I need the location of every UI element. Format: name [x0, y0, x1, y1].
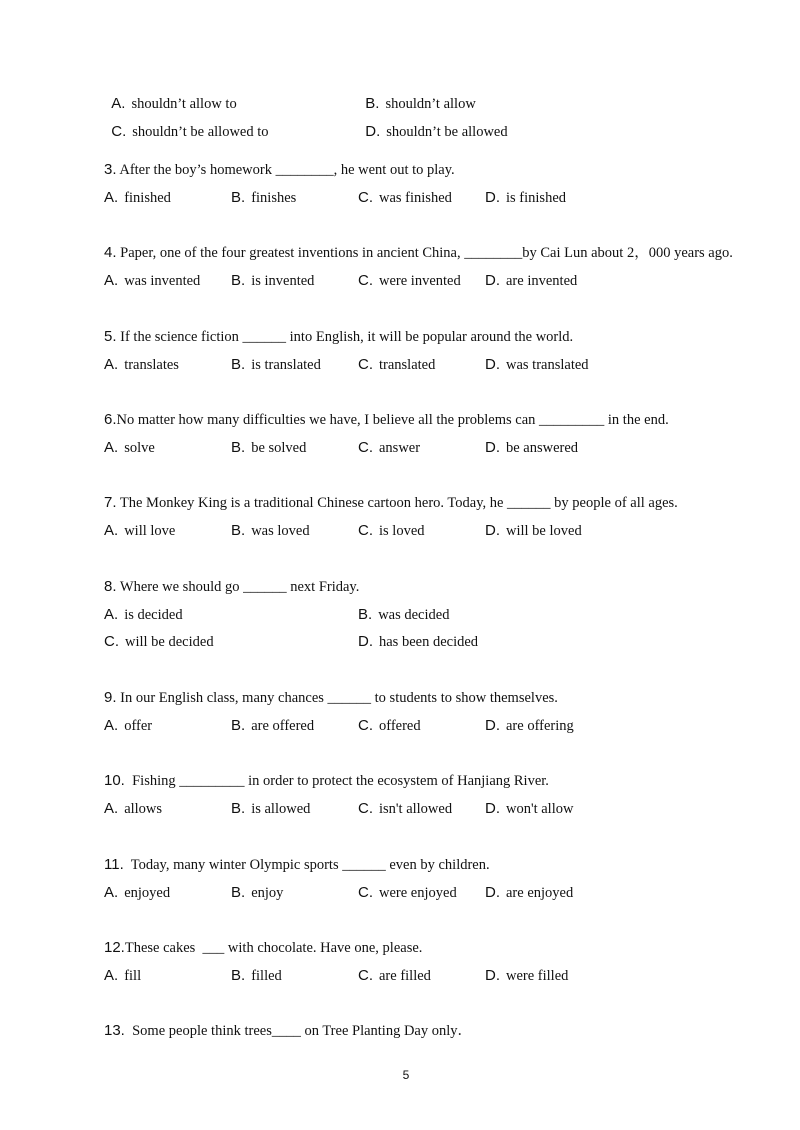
page-number: 5 — [402, 1068, 410, 1082]
question-11-option-c: C. were enjoyed — [358, 884, 457, 901]
question-7-option-d: D. will be loved — [485, 522, 582, 539]
question-4-option-d: D. are invented — [485, 272, 578, 289]
question-11-stem: 11. Today, many winter Olympic sports ______ even by children. — [104, 856, 490, 873]
question-3-option-b: B. finishes — [231, 189, 297, 206]
q2-option-a: A. shouldn’t allow to — [111, 95, 237, 112]
question-12-option-b: B. filled — [231, 967, 282, 984]
question-3-option-c: C. was finished — [358, 189, 452, 206]
question-12-option-d: D. were filled — [485, 967, 569, 984]
question-6-option-c: C. answer — [358, 439, 421, 456]
question-12-stem: 12.These cakes ___ with chocolate. Have one, please. — [104, 939, 423, 956]
question-8-option-d: D. has been decided — [358, 633, 479, 650]
question-5-option-a: A. translates — [104, 356, 179, 373]
question-6-option-a: A. solve — [104, 439, 155, 456]
question-10-option-c: C. isn't allowed — [358, 800, 453, 817]
question-10-option-b: B. is allowed — [231, 800, 311, 817]
question-9-stem: 9. In our English class, many chances ______ to students to show themselves. — [104, 689, 558, 706]
question-4-option-a: A. was invented — [104, 272, 201, 289]
q2-option-d: D. shouldn’t be allowed — [365, 123, 508, 140]
question-9-option-a: A. offer — [104, 717, 153, 734]
question-7-stem: 7. The Monkey King is a traditional Chinese cartoon hero. Today, he ______ by people of all ages. — [104, 494, 678, 511]
question-8-option-b: B. was decided — [358, 606, 450, 623]
question-5-option-b: B. is translated — [231, 356, 321, 373]
question-3-stem: 3. After the boy’s homework ________, he went out to play. — [104, 161, 455, 178]
question-12-option-a: A. fill — [104, 967, 142, 984]
question-4-option-b: B. is invented — [231, 272, 315, 289]
question-10-option-a: A. allows — [104, 800, 163, 817]
question-9-option-c: C. offered — [358, 717, 421, 734]
question-8-option-a: A. is decided — [104, 606, 183, 623]
question-9-option-b: B. are offered — [231, 717, 315, 734]
question-3-option-d: D. is finished — [485, 189, 567, 206]
question-7-option-c: C. is loved — [358, 522, 425, 539]
question-11-option-b: B. enjoy — [231, 884, 284, 901]
question-10-option-d: D. won't allow — [485, 800, 574, 817]
question-7-option-b: B. was loved — [231, 522, 310, 539]
question-8-option-c: C. will be decided — [104, 633, 214, 650]
question-4-stem: 4. Paper, one of the four greatest inventions in ancient China, ________by Cai Lun about 2，000 years ago. — [104, 244, 733, 261]
question-6-option-b: B. be solved — [231, 439, 307, 456]
q2-option-c: C. shouldn’t be allowed to — [111, 123, 269, 140]
question-11-option-a: A. enjoyed — [104, 884, 171, 901]
question-6-stem: 6.No matter how many difficulties we have, I believe all the problems can _________ in the end. — [104, 411, 669, 428]
question-11-option-d: D. are enjoyed — [485, 884, 574, 901]
question-12-option-c: C. are filled — [358, 967, 431, 984]
question-5-stem: 5. If the science fiction ______ into English, it will be popular around the world. — [104, 328, 574, 345]
question-4-option-c: C. were invented — [358, 272, 461, 289]
question-13-stem: 13. Some people think trees____ on Tree Planting Day only． — [104, 1022, 473, 1039]
question-8-stem: 8. Where we should go ______ next Friday. — [104, 578, 360, 595]
question-5-option-d: D. was translated — [485, 356, 589, 373]
question-9-option-d: D. are offering — [485, 717, 574, 734]
q2-option-b: B. shouldn’t allow — [365, 95, 476, 112]
question-10-stem: 10. Fishing _________ in order to protect the ecosystem of Hanjiang River. — [104, 772, 549, 789]
question-6-option-d: D. be answered — [485, 439, 579, 456]
question-3-option-a: A. finished — [104, 189, 171, 206]
question-7-option-a: A. will love — [104, 522, 176, 539]
question-5-option-c: C. translated — [358, 356, 436, 373]
